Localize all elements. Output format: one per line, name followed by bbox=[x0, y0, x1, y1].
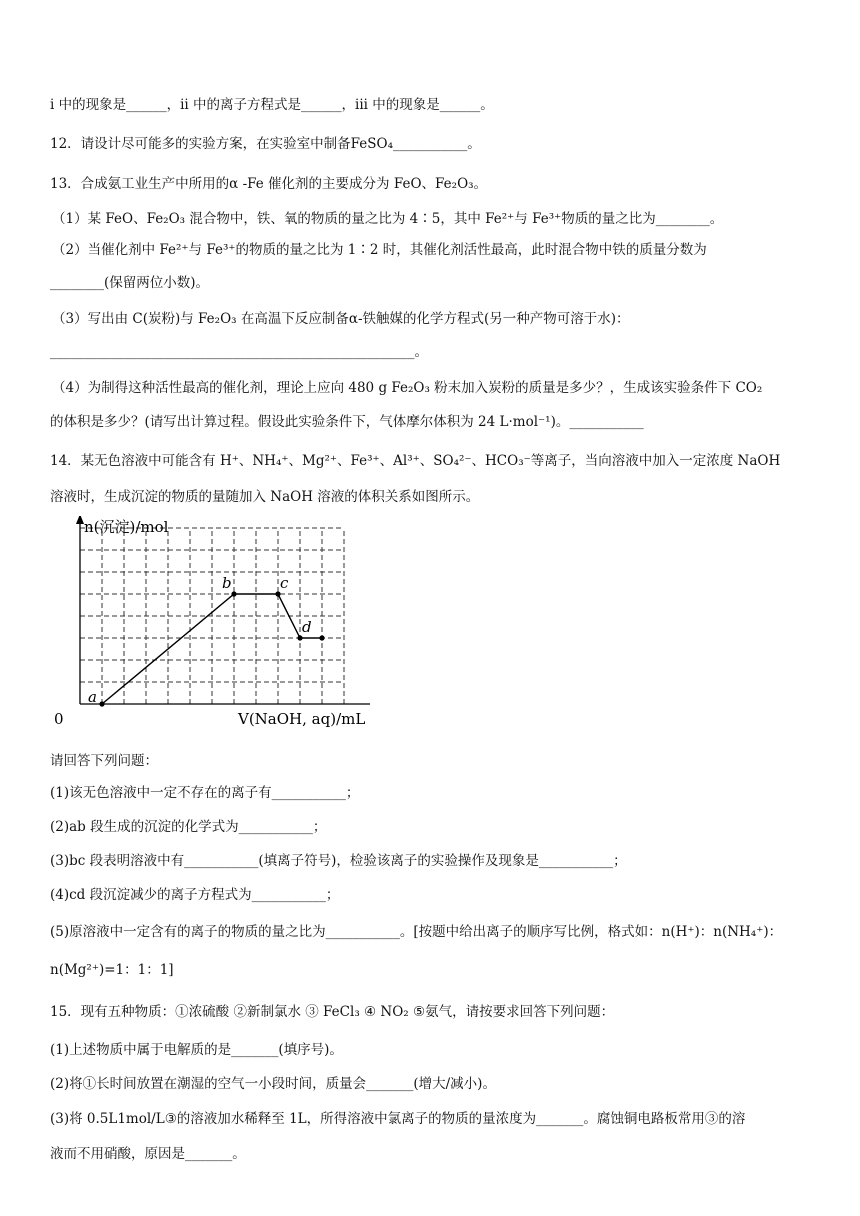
point-label: d bbox=[302, 618, 312, 636]
text-line: ________(保留两位小数)。 bbox=[50, 275, 210, 291]
point-label: a bbox=[88, 688, 97, 706]
question-13-part-3: （3）写出由 C(炭粉)与 Fe₂O₃ 在高温下反应制备α-铁触媒的化学方程式(另一种产物可溶于水)： bbox=[52, 311, 630, 327]
x-axis-label: V(NaOH, aq)/mL bbox=[238, 710, 366, 728]
text-line: 的体积是多少？(请写出计算过程。假设此实验条件下，气体摩尔体积为 24 L·mol⁻¹)。___________ bbox=[50, 414, 644, 430]
question-13-part-1: （1）某 FeO、Fe₂O₃ 混合物中，铁、氧的物质的量之比为 4∶5，其中 Fe²⁺与 Fe³⁺物质的量之比为________。 bbox=[52, 211, 724, 227]
data-point bbox=[297, 635, 302, 640]
precipitate-graph bbox=[48, 516, 388, 728]
question-14-part-1: (1)该无色溶液中一定不存在的离子有___________； bbox=[50, 785, 360, 801]
origin-label: 0 bbox=[54, 710, 64, 728]
text-line: n(Mg²⁺)=1：1：1] bbox=[50, 962, 174, 978]
data-point bbox=[231, 591, 236, 596]
question-13-part-4: （4）为制得这种活性最高的催化剂，理论上应向 480 g Fe₂O₃ 粉末加入炭粉的质量是多少？，生成该实验条件下 CO₂ bbox=[52, 380, 763, 396]
question-15-part-3: (3)将 0.5L1mol/L③的溶液加水稀释至 1L，所得溶液中氯离子的物质的量浓度为_______。腐蚀铜电路板常用③的溶 bbox=[50, 1111, 746, 1127]
text-line: 液而不用硝酸，原因是_______。 bbox=[50, 1146, 246, 1162]
data-point bbox=[319, 635, 324, 640]
text-line: i 中的现象是______，ii 中的离子方程式是______，iii 中的现象是______。 bbox=[50, 97, 494, 113]
y-axis-label: n(沉淀)/mol bbox=[84, 518, 169, 536]
question-14-part-4: (4)cd 段沉淀减少的离子方程式为___________； bbox=[50, 887, 340, 903]
question-12: 12．请设计尽可能多的实验方案，在实验室中制备FeSO₄___________。 bbox=[50, 136, 481, 152]
point-label: c bbox=[280, 574, 289, 592]
question-13-part-2: （2）当催化剂中 Fe²⁺与 Fe³⁺的物质的量之比为 1∶2 时，其催化剂活性最高，此时混合物中铁的质量分数为 bbox=[52, 242, 707, 258]
question-14-part-3: (3)bc 段表明溶液中有___________(填离子符号)，检验该离子的实验操作及现象是___________； bbox=[50, 853, 627, 869]
question-14-part-5: (5)原溶液中一定含有的离子的物质的量之比为___________。[按题中给出离子的顺序写比例，格式如：n(H⁺)：n(NH₄⁺)： bbox=[50, 924, 783, 940]
text-line: 请回答下列问题： bbox=[50, 753, 158, 769]
point-label: b bbox=[222, 574, 232, 592]
question-15-part-2: (2)将①长时间放置在潮湿的空气一小段时间，质量会_______(增大/减小)。 bbox=[50, 1076, 496, 1092]
question-14-part-2: (2)ab 段生成的沉淀的化学式为___________； bbox=[50, 819, 327, 835]
answer-blank-line: ______________________________________________________。 bbox=[50, 344, 428, 360]
question-14: 14．某无色溶液中可能含有 H⁺、NH₄⁺、Mg²⁺、Fe³⁺、Al³⁺、SO₄²⁻、HCO₃⁻等离子，当向溶液中加入一定浓度 NaOH bbox=[50, 453, 781, 469]
data-point bbox=[99, 701, 104, 706]
text-line: 溶液时，生成沉淀的物质的量随加入 NaOH 溶液的体积关系如图所示。 bbox=[50, 489, 480, 505]
y-axis-arrow bbox=[76, 516, 84, 524]
data-point bbox=[275, 591, 280, 596]
question-13: 13．合成氨工业生产中所用的α -Fe 催化剂的主要成分为 FeO、Fe₂O₃。 bbox=[50, 176, 488, 192]
question-15-part-1: (1)上述物质中属于电解质的是_______(填序号)。 bbox=[50, 1042, 343, 1058]
question-15: 15．现有五种物质：①浓硫酸 ②新制氯水 ③ FeCl₃ ④ NO₂ ⑤氨气，请按要求回答下列问题： bbox=[50, 1004, 615, 1020]
